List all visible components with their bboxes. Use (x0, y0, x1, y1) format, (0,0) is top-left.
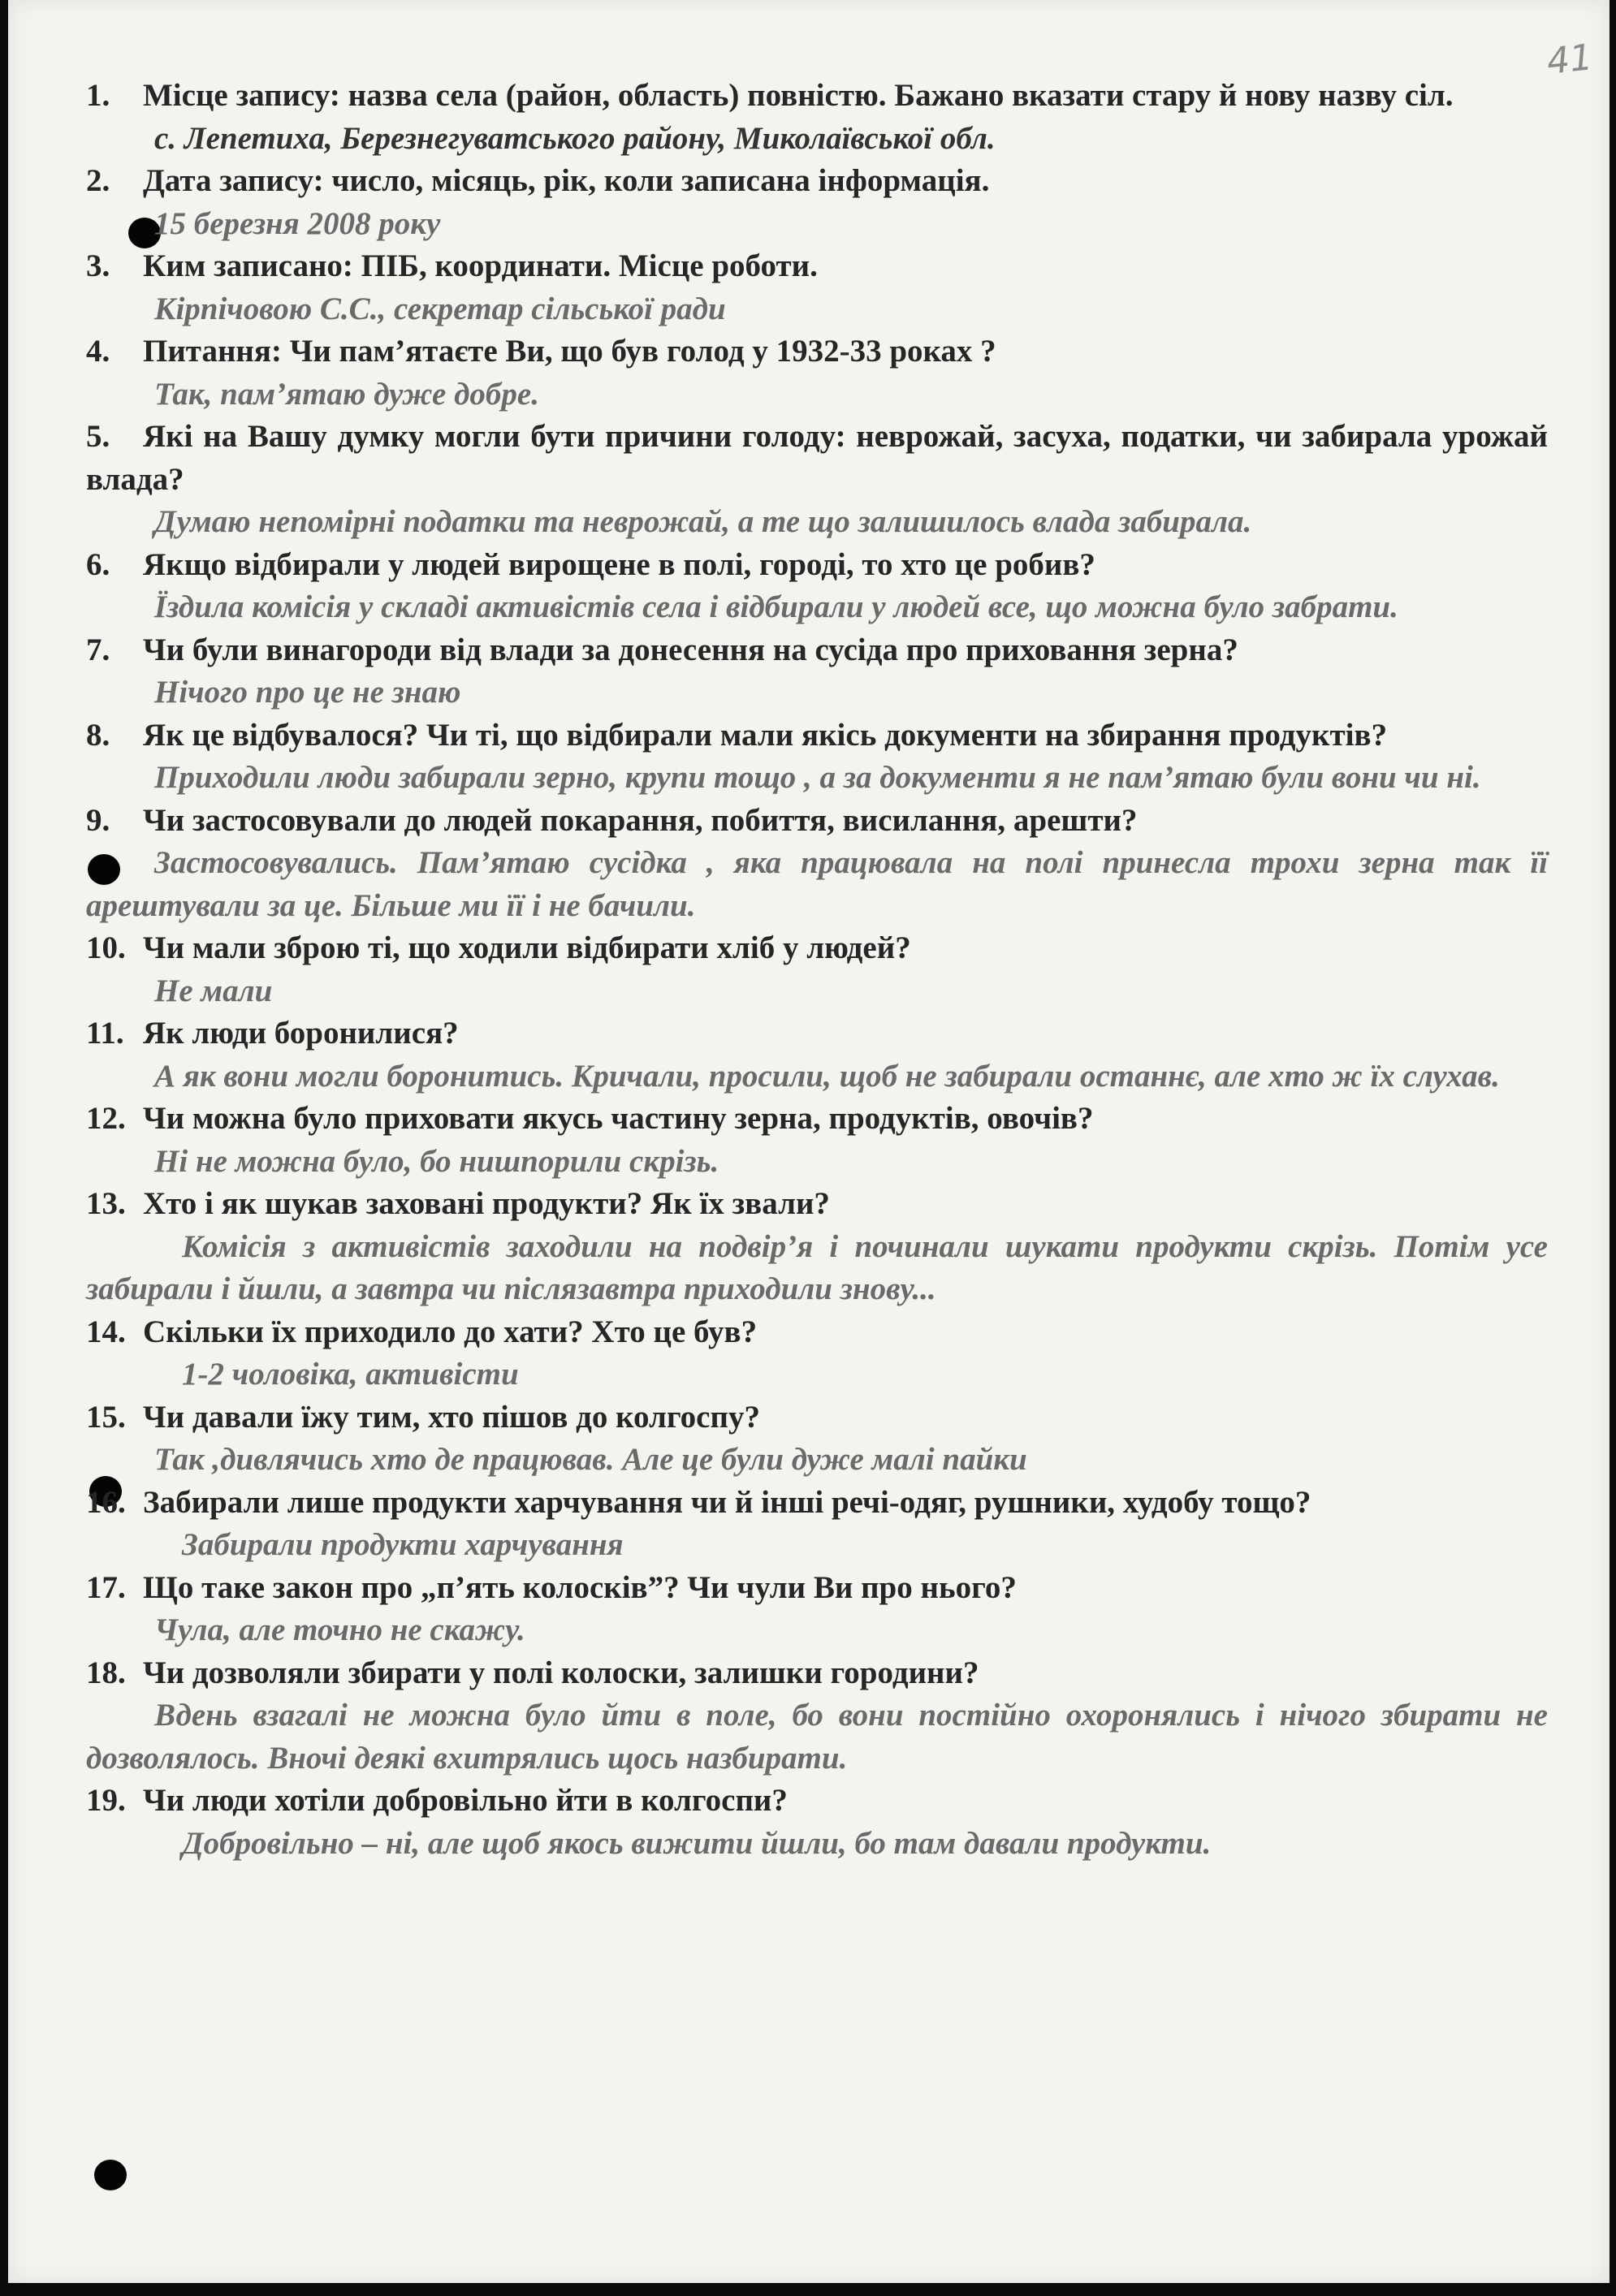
question: 3. Ким записано: ПІБ, координати. Місце роботи. (86, 248, 818, 283)
question: 6. Якщо відбирали у людей вирощене в полі, городі, то хто це робив? (86, 546, 1095, 582)
qa-item-11 (86, 1012, 1548, 1098)
answer: Їздила комісія у складі активістів села і відбирали у людей все, що можна було забрати. (154, 589, 1398, 624)
qa-item-10 (86, 927, 1548, 1012)
question: 5. Які на Вашу думку могли бути причини голоду: неврожай, засуха, податки, чи забирала урожай влада? (86, 419, 1548, 497)
question: 8. Як це відбувалося? Чи ті, що відбирали мали якісь документи на збирання продуктів? (86, 717, 1388, 753)
answer: с. Лепетиха, Березнегуватського району, Миколаївської обл. (154, 120, 996, 156)
qa-item-18 (86, 1652, 1548, 1780)
qa-item-8 (86, 714, 1548, 800)
question: 14. Скільки їх приходило до хати? Хто це був? (86, 1314, 758, 1349)
qa-item-4 (86, 330, 1548, 416)
answer: Забирали продукти харчування (182, 1527, 624, 1562)
qa-item-3 (86, 245, 1548, 330)
answer: Думаю непомірні податки та неврожай, а те що залишилось влада забирала. (154, 504, 1252, 539)
answer: Нічого про це не знаю (154, 675, 461, 710)
qa-item-14 (86, 1311, 1548, 1396)
qa-item-2 (86, 160, 1548, 245)
document-page (8, 0, 1610, 2283)
question: 12. Чи можна було приховати якусь частину зерна, продуктів, овочів? (86, 1101, 1094, 1136)
qa-item-17 (86, 1567, 1548, 1652)
question: 2. Дата запису: число, місяць, рік, коли записана інформація. (86, 163, 990, 198)
qa-item-6 (86, 544, 1548, 629)
qa-item-13 (86, 1183, 1548, 1311)
question: 18. Чи дозволяли збирати у полі колоски, залишки городини? (86, 1655, 979, 1690)
qa-item-15 (86, 1396, 1548, 1482)
answer: Застосовувались. Пам’ятаю сусідка , яка працювала на полі принесла трохи зерна так її арештували за це. Більше ми її і не бачили. (86, 845, 1548, 923)
answer: А як вони могли боронитись. Кричали, просили, щоб не забирали останнє, але хто ж їх слухав. (154, 1058, 1500, 1094)
question: 17. Що таке закон про „п’ять колосків”? Чи чули Ви про нього? (86, 1569, 1017, 1605)
punch-hole (94, 2160, 127, 2190)
answer: Комісія з активістів заходили на подвір’я і починали шукати продукти скрізь. Потім усе забирали і йшли, а завтра чи післязавтра приходили знову... (86, 1228, 1548, 1306)
answer: Вдень взагалі не можна було йти в поле, бо вони постійно охоронялись і нічого збирати не дозволялось. Вночі деякі вхитрялись щось назбирати. (86, 1698, 1548, 1776)
question: 7. Чи були винагороди від влади за донесення на сусіда про приховання зерна? (86, 632, 1238, 667)
answer: Так ,дивлячись хто де працював. Але це були дуже малі пайки (154, 1442, 1027, 1477)
qa-item-16 (86, 1482, 1548, 1567)
answer: Не мали (154, 973, 273, 1008)
qa-item-5 (86, 416, 1548, 544)
question: 19. Чи люди хотіли добровільно йти в колгоспи? (86, 1783, 788, 1818)
question: 4. Питання: Чи пам’ятаєте Ви, що був голод у 1932-33 роках ? (86, 334, 996, 369)
question: 10. Чи мали зброю ті, що ходили відбирати хліб у людей? (86, 930, 911, 965)
question: 11. Як люди боронилися? (86, 1016, 459, 1051)
question: 13. Хто і як шукав заховані продукти? Як їх звали? (86, 1186, 830, 1221)
qa-item-9 (86, 800, 1548, 928)
answer: Кірпічовою С.С., секретар сільської ради (154, 291, 726, 326)
answer: Ні не можна було, бо нишпорили скрізь. (154, 1143, 719, 1179)
answer: 15 березня 2008 року (154, 205, 441, 241)
question: 16. Забирали лише продукти харчування чи й інші речі-одяг, рушники, худобу тощо? (86, 1484, 1311, 1520)
answer: Так, пам’ятаю дуже добре. (154, 376, 539, 412)
question: 9. Чи застосовували до людей покарання, побиття, висилання, арешти? (86, 802, 1138, 838)
page-number: 41 (1545, 37, 1595, 83)
questionnaire (86, 75, 1548, 1865)
answer: Добровільно – ні, але щоб якось вижити йшли, бо там давали продукти. (182, 1825, 1212, 1861)
answer: Приходили люди забирали зерно, крупи тощо , а за документи я не пам’ятаю були вони чи ні. (154, 760, 1481, 795)
question: 1. Місце запису: назва села (район, область) повністю. Бажано вказати стару й нову назву сіл. (86, 78, 1454, 113)
answer: 1-2 чоловіка, активісти (182, 1357, 519, 1392)
qa-item-1 (86, 75, 1548, 160)
qa-item-12 (86, 1098, 1548, 1183)
qa-item-19 (86, 1780, 1548, 1865)
question: 15. Чи давали їжу тим, хто пішов до колгоспу? (86, 1399, 760, 1435)
qa-item-7 (86, 629, 1548, 714)
answer: Чула, але точно не скажу. (154, 1612, 525, 1647)
